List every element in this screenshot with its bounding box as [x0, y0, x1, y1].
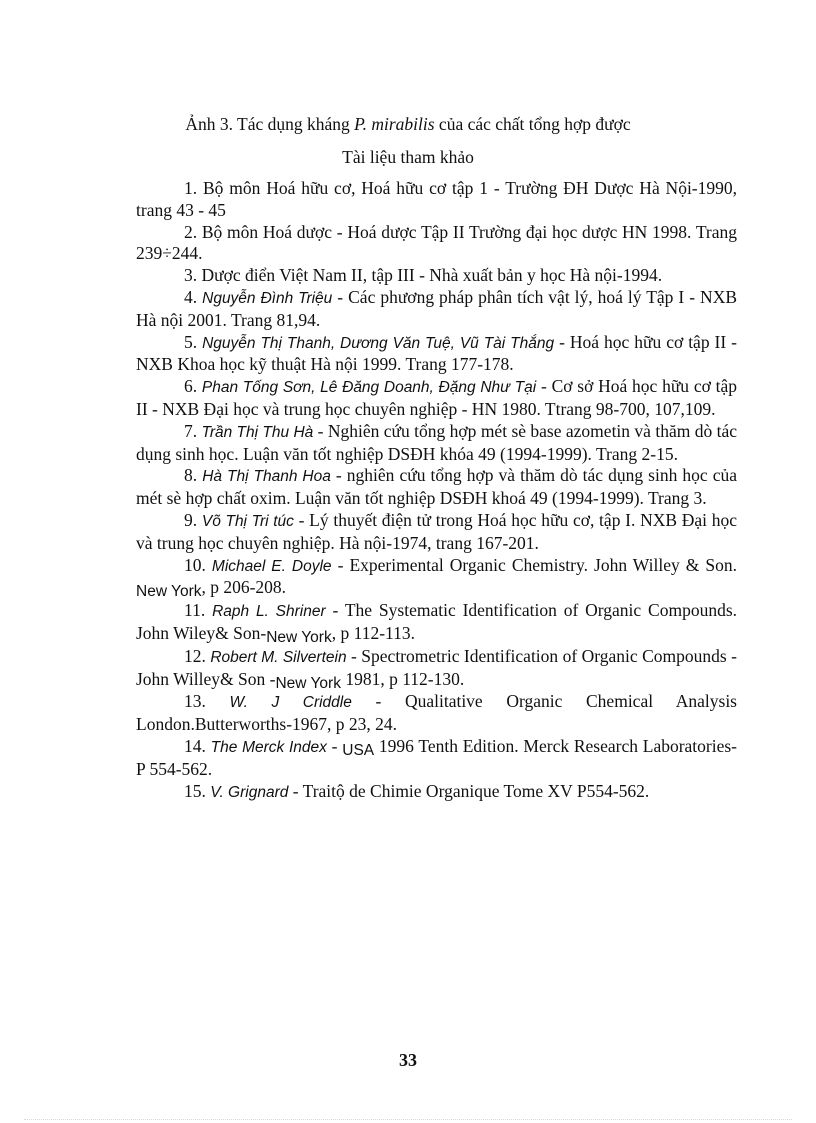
- caption-prefix: Ảnh 3. Tác dụng kháng: [185, 114, 355, 134]
- caption-suffix: của các chất tổng hợp được: [434, 114, 631, 134]
- reference-item: [136, 465, 737, 510]
- reference-text: - The Systematic Identification of Organic Compounds. John Wiley& Son-: [136, 600, 738, 643]
- reference-place: New York: [266, 628, 332, 646]
- reference-number: 11.: [184, 600, 213, 621]
- reference-item: [136, 287, 737, 332]
- reference-number: 12.: [184, 645, 211, 666]
- reference-item: [136, 265, 737, 287]
- reference-text: - Qualitative Organic Chemical Analysis London.Butterworths-1967, p 23, 24.: [136, 691, 737, 735]
- reference-item: [136, 736, 737, 781]
- reference-text: - Các phương pháp phân tích vật lý, hoá lý Tập I - NXB Hà nội 2001. Trang 81,94.: [136, 286, 737, 330]
- reference-item: [136, 376, 737, 421]
- caption-species: P. mirabilis: [354, 114, 435, 134]
- reference-text: Bộ môn Hoá hữu cơ, Hoá hữu cơ tập 1 - Trường ĐH Dược Hà Nội-1990, trang 43 - 45: [136, 178, 738, 220]
- page-number: 33: [399, 1050, 417, 1070]
- reference-author: Michael E. Doyle: [211, 557, 332, 575]
- reference-item: [136, 646, 737, 692]
- reference-number: 3.: [184, 265, 202, 286]
- reference-text: - Lý thuyết điện tử trong Hoá học hữu cơ, tập I. NXB Đại học và trung học chuyên nghiệp. Hà nội-1974, trang 167-201.: [136, 509, 738, 553]
- reference-item: [136, 691, 737, 736]
- reference-author: Raph L. Shriner: [212, 603, 326, 621]
- reference-place: USA: [342, 741, 375, 759]
- reference-number: 8.: [184, 465, 203, 486]
- reference-item: [136, 555, 737, 601]
- reference-text: - Experimental Organic Chemistry. John Willey & Son.: [331, 554, 738, 575]
- reference-text: Dược điển Việt Nam II, tập III - Nhà xuất bản y học Hà nội-1994.: [201, 265, 663, 286]
- reference-author: Hà Thị Thanh Hoa: [202, 468, 331, 486]
- page-divider: [24, 1119, 792, 1120]
- reference-item: [136, 222, 737, 266]
- reference-number: 9.: [184, 509, 202, 530]
- reference-item: [136, 332, 737, 377]
- reference-place: New York: [275, 674, 341, 692]
- reference-item: [136, 421, 737, 466]
- reference-text: - Traitộ de Chimie Organique Tome XV P554-562.: [288, 780, 650, 801]
- reference-author: Phan Tống Sơn, Lê Đăng Doanh, Đặng Như Tại: [201, 379, 537, 397]
- reference-number: 6.: [184, 376, 202, 397]
- reference-author: Nguyễn Đình Triệu: [202, 289, 333, 307]
- reference-tail: , p 112-113.: [331, 622, 415, 643]
- reference-number: 2.: [184, 221, 202, 242]
- reference-item: [136, 600, 737, 646]
- reference-text: Bộ môn Hoá dược - Hoá dược Tập II Trường đại học dược HN 1998. Trang 239÷244.: [136, 221, 738, 264]
- reference-text: - Cơ sở Hoá học hữu cơ tập II - NXB Đại học và trung học chuyên nghiệp - HN 1980. Ttrang 98-700, 107,109.: [136, 376, 737, 419]
- reference-number: 4.: [184, 286, 203, 307]
- reference-list: [136, 178, 737, 803]
- reference-text: - Hoá học hữu cơ tập II - NXB Khoa học kỹ thuật Hà nội 1999. Trang 177-178.: [136, 331, 738, 375]
- reference-text: - Spectrometric Identification of Organic Compounds - John Willey& Son -: [136, 645, 738, 689]
- reference-item: [136, 781, 737, 804]
- reference-number: 13.: [184, 691, 230, 712]
- reference-tail: 1981, p 112-130.: [340, 668, 465, 689]
- reference-number: 5.: [184, 331, 203, 352]
- reference-author: The Merck Index: [210, 738, 327, 756]
- reference-text: - Nghiên cứu tổng hợp mét sè base azometin và thăm dò tác dụng sinh học. Luận văn tốt nghiệp DSĐH khóa 49 (1994-1999). Trang 2-15.: [136, 420, 738, 464]
- reference-number: 10.: [184, 554, 212, 575]
- reference-number: 15.: [184, 780, 211, 801]
- reference-author: Võ Thị Tri túc: [201, 512, 294, 530]
- reference-item: [136, 510, 737, 555]
- reference-number: 14.: [184, 735, 211, 756]
- reference-place: New York: [136, 583, 202, 601]
- references-heading: Tài liệu tham khảo: [342, 147, 474, 167]
- reference-author: Trần Thị Thu Hà: [201, 423, 314, 441]
- reference-author: W. J Criddle: [229, 694, 352, 712]
- reference-tail: , p 206-208.: [201, 577, 287, 598]
- reference-item: [136, 178, 737, 222]
- figure-caption: [0, 114, 816, 135]
- reference-number: 7.: [184, 420, 202, 441]
- reference-author: Nguyễn Thị Thanh, Dương Văn Tuệ, Vũ Tài Thắng: [202, 334, 555, 352]
- reference-author: V. Grignard: [210, 783, 289, 801]
- reference-tail: 1996 Tenth Edition. Merck Research Laboratories- P 554-562.: [136, 735, 738, 779]
- reference-author: Robert M. Silvertein: [210, 648, 347, 666]
- reference-text: - nghiên cứu tổng hợp và thăm dò tác dụng sinh học của mét sè hợp chất oxim. Luận văn tốt nghiệp DSĐH khoá 49 (1994-1999). Trang 3.: [136, 465, 737, 509]
- reference-text: -: [326, 735, 343, 756]
- reference-number: 1.: [184, 178, 203, 198]
